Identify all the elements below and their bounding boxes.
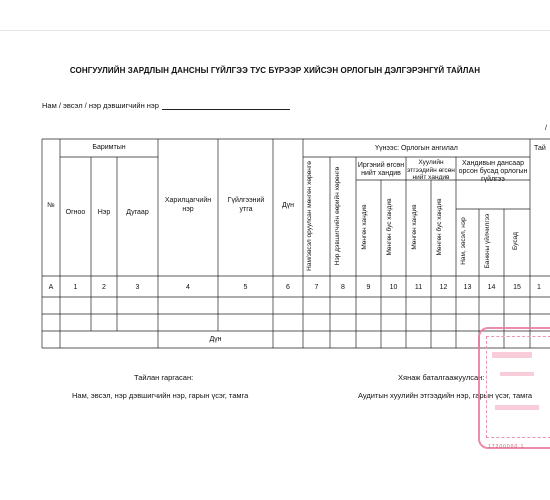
prepared-label: Тайлан гаргасан: (134, 373, 194, 382)
verified-signature: Аудитын хуулийн этгээдийн нэр, гарын үсэг, тамга (358, 391, 533, 400)
index-cell: 9 (366, 284, 371, 291)
col-11-mongon: Мөнгөн хандив (411, 204, 418, 250)
col-14-bank: Банкны үйлчилгээ (484, 213, 491, 269)
group-irgen: Иргэний өгсөн нийт хандив (357, 162, 405, 177)
index-cell: 4 (186, 284, 190, 291)
col-9-mongon: Мөнгөн хандив (361, 204, 368, 250)
col-dugaar: Дугаар (126, 209, 149, 216)
stamp-mark (495, 405, 539, 410)
name-label: Нам / эвсэл / нэр дэвшигчийн нэр (42, 101, 159, 110)
col-kharilcagch: Харилцагчийн нэр (164, 197, 212, 213)
index-cell: 15 (513, 284, 521, 291)
right-edge-header: Тай (534, 145, 546, 152)
index-cell: 7 (314, 284, 319, 291)
index-cell: 12 (439, 284, 448, 291)
index-cell: 2 (102, 284, 106, 291)
index-cell: 8 (341, 284, 345, 291)
index-cell: 5 (243, 284, 248, 291)
index-cell: 13 (463, 284, 472, 291)
index-cell: 3 (135, 284, 140, 291)
index-cell: 1 (73, 284, 78, 291)
index-cell: 14 (487, 284, 496, 291)
verified-label: Хянаж баталгаажуулсан: (398, 373, 485, 382)
col-ognoo: Огноо (65, 209, 86, 216)
col-13-nam-evsel-ner: Нам, эвсэл, нэр (460, 217, 467, 265)
total-row-label: Дүн (209, 336, 222, 343)
stamp-number: 17200000 1 (488, 444, 525, 450)
edge-char: / (545, 125, 547, 132)
col-7-nam-evsel: Нам/эвсэл оруулсан мөнгөн хөрөнгө (306, 161, 313, 271)
group-khuuli: Хуулийн этгээдийн өгсөн нийт хандив (407, 159, 455, 181)
index-cell: 11 (414, 284, 423, 291)
index-cell: 1 (537, 284, 541, 291)
col-dun: Дүн (281, 202, 295, 209)
index-cell: 6 (286, 284, 290, 291)
col-15-busad: Бусад (512, 232, 519, 250)
document-title: СОНГУУЛИЙН ЗАРДЛЫН ДАНСНЫ ГҮЙЛГЭЭ ТУС БҮРЭЭР ХИЙСЭН ОРЛОГЫН ДЭЛГЭРЭНГҮЙ ТАЙЛАН (69, 66, 481, 75)
col-ner: Нэр (97, 209, 111, 216)
stamp-mark (500, 372, 534, 376)
prepared-signature: Нам, эвсэл, нэр дэвшигчийн нэр, гарын үсэг, тамга (72, 391, 249, 400)
group-barimt: Баримтын (92, 144, 126, 151)
group-khandiv: Хандивын дансаар орсон бусад орлогын гүйлгээ (458, 160, 528, 183)
col-number: № (47, 202, 55, 209)
index-cell: А (48, 284, 54, 291)
index-cell: 10 (389, 284, 398, 291)
col-guilgee: Гүйлгээний утга (227, 197, 265, 213)
col-8-ner-dev: Нэр дэвшигчийн өөрийн хөрөнгө (334, 166, 341, 266)
col-12-mongon-bus: Мөнгөн бус хандив (436, 198, 443, 256)
col-10-mongon-bus: Мөнгөн бус хандив (386, 198, 393, 256)
group-uneer: Үүнээс: Орлогын ангилал (375, 145, 458, 152)
stamp-mark (492, 352, 532, 358)
